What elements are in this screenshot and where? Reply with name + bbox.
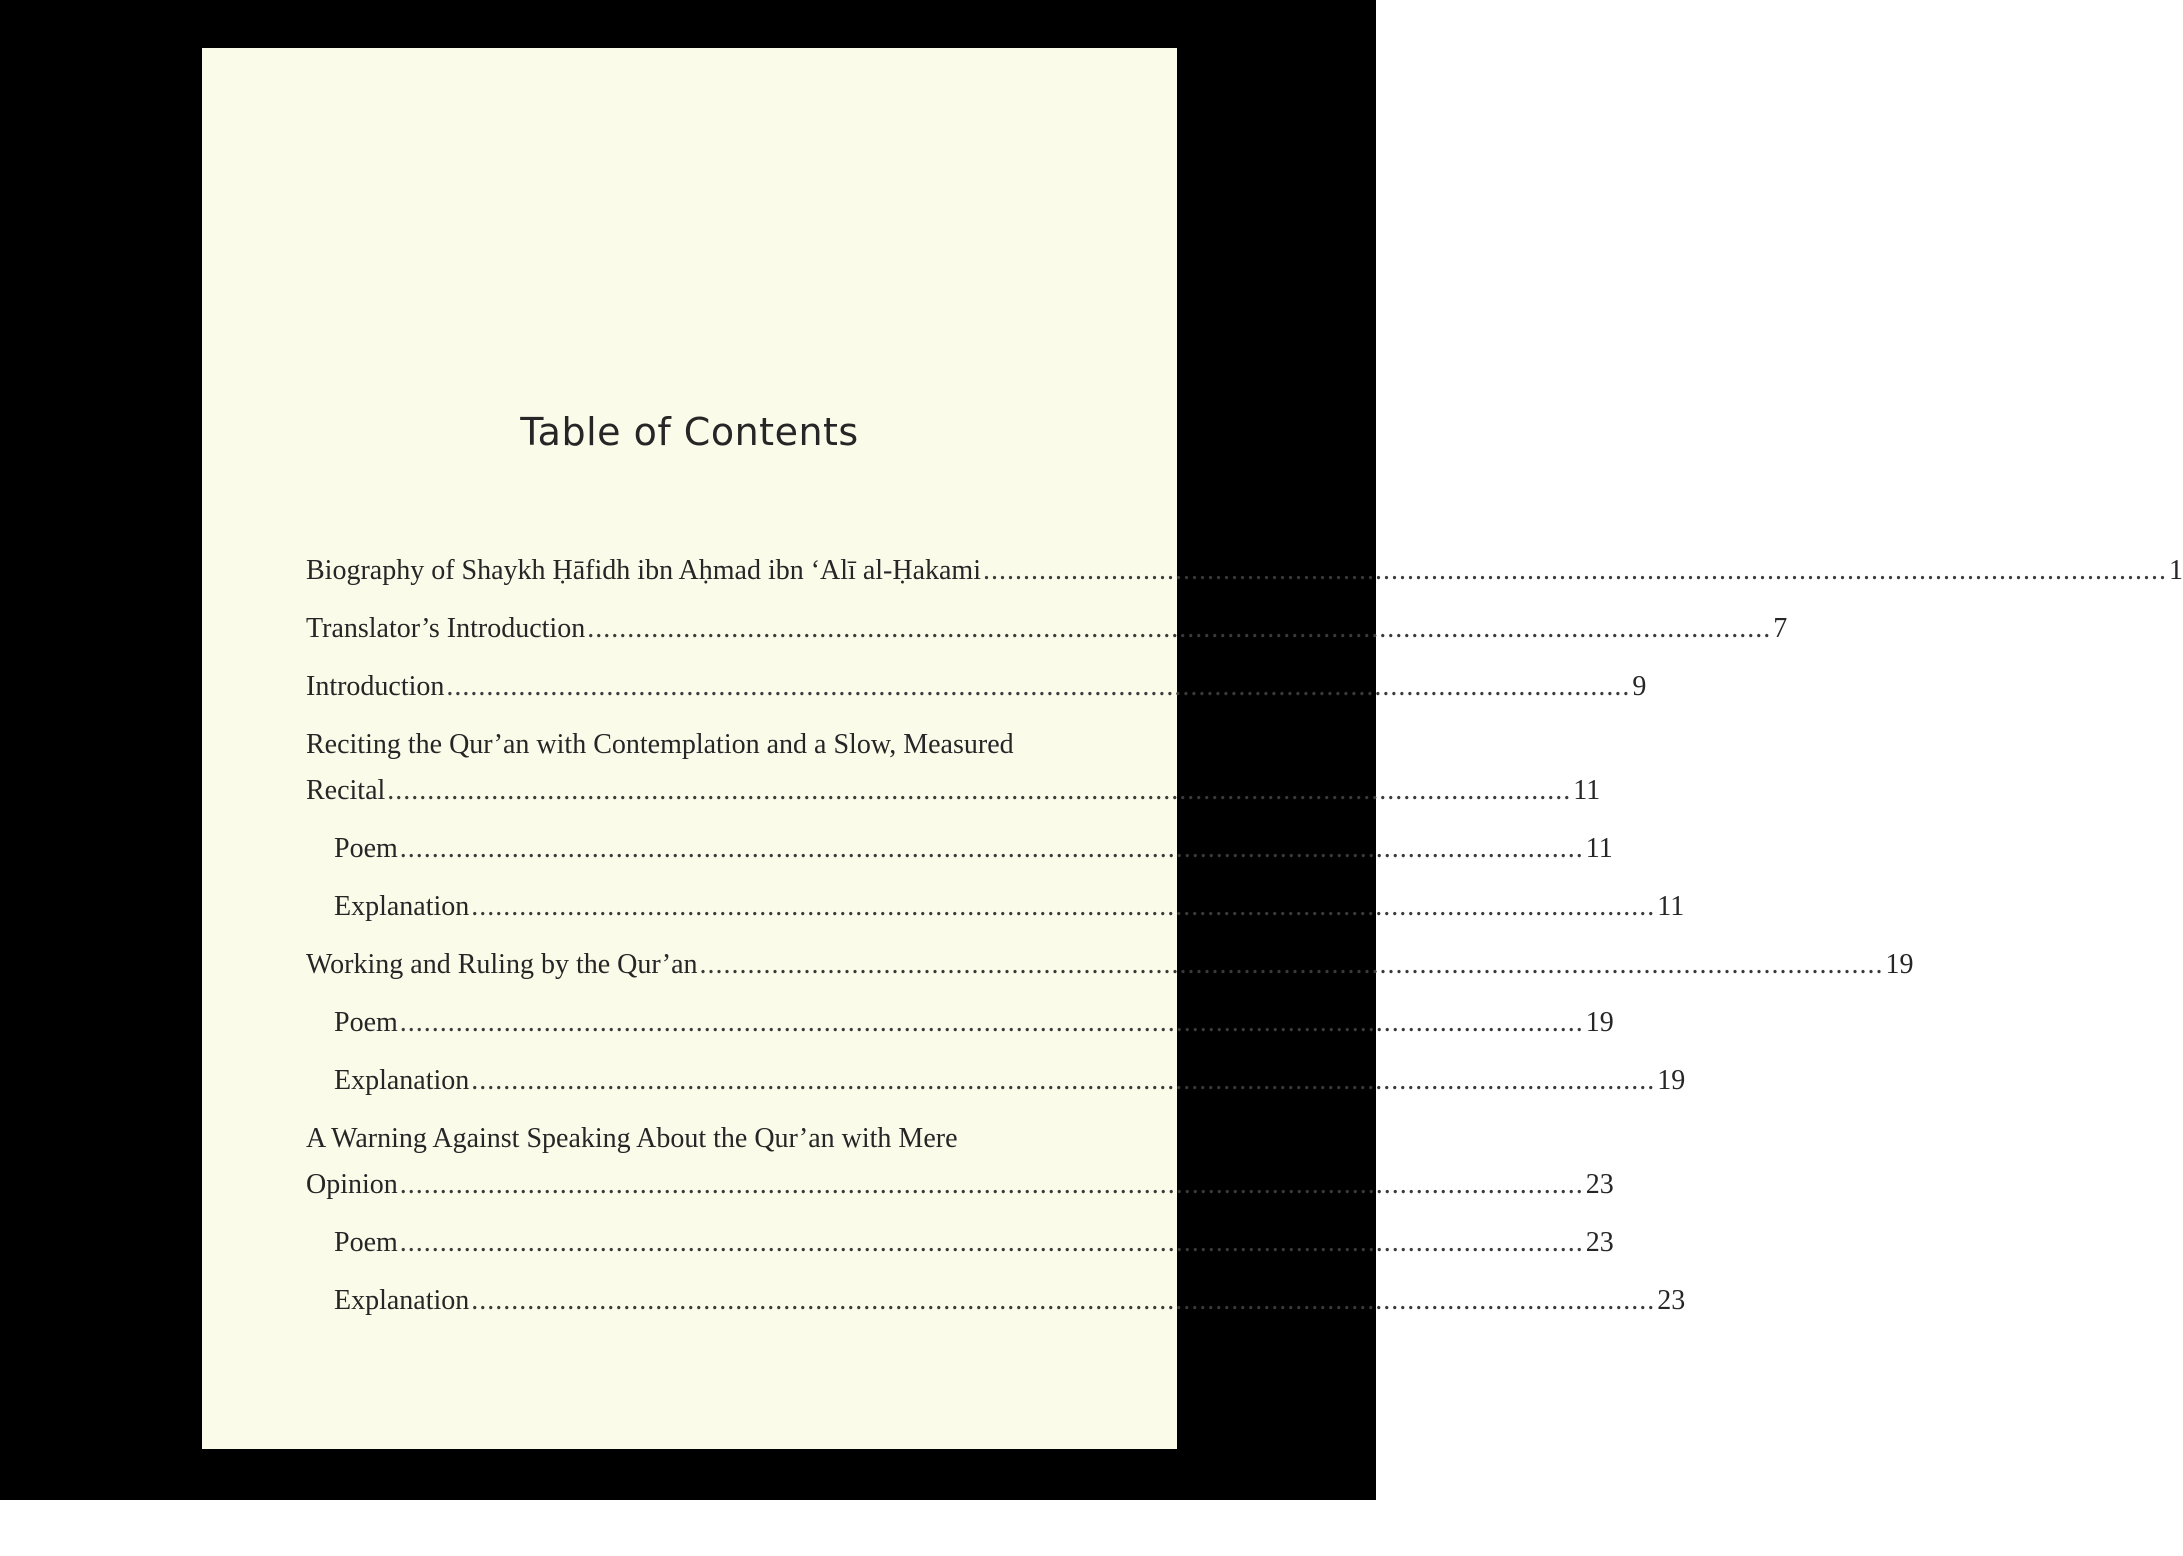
- dot-leader: ....................................................................................................................................................: [399, 1227, 1584, 1258]
- toc-page-number: 23: [1585, 1169, 1614, 1200]
- toc-entry-title-first-line: A Warning Against Speaking About the Qur’an with Mere: [306, 1123, 958, 1154]
- book-page: [202, 48, 2183, 1449]
- dot-leader: ....................................................................................................................................................: [471, 891, 1656, 922]
- toc-entry-title: Biography of Shaykh Ḥāfidh ibn Aḥmad ibn ‘Alī al-Ḥakami: [306, 555, 981, 586]
- toc-entry-title: Recital: [306, 775, 386, 806]
- toc-page-number: 1: [2169, 555, 2183, 586]
- table-of-contents: [306, 548, 2183, 1336]
- toc-entry-reciting-the-quran[interactable]: [306, 722, 1601, 826]
- toc-entry-warning-against-opinion[interactable]: [306, 1116, 1614, 1220]
- toc-entry-title: Explanation: [334, 891, 470, 922]
- toc-page-number: 23: [1657, 1285, 1686, 1316]
- toc-entry-title: Working and Ruling by the Qur’an: [306, 949, 698, 980]
- dot-leader: ....................................................................................................................................................: [471, 1285, 1656, 1316]
- toc-page-number: 19: [1585, 1007, 1614, 1038]
- dot-leader: ....................................................................................................................................................: [471, 1065, 1656, 1096]
- toc-entry-title: Explanation: [334, 1065, 470, 1096]
- toc-entry-title: Explanation: [334, 1285, 470, 1316]
- toc-page-number: 7: [1773, 613, 1788, 644]
- toc-entry-title: Poem: [334, 1227, 398, 1258]
- toc-subentry-explanation[interactable]: [306, 1278, 1686, 1336]
- dot-leader: ....................................................................................................................................................: [399, 1169, 1584, 1200]
- toc-subentry-poem[interactable]: [306, 826, 1613, 884]
- toc-entry-biography[interactable]: [306, 548, 2183, 606]
- toc-page-number: 19: [1657, 1065, 1686, 1096]
- toc-page-number: 11: [1573, 775, 1601, 806]
- toc-entry-title-first-line: Reciting the Qur’an with Contemplation and a Slow, Measured: [306, 729, 1014, 760]
- toc-subentry-poem[interactable]: [306, 1000, 1614, 1058]
- toc-entry-introduction[interactable]: [306, 664, 1647, 722]
- dot-leader: ....................................................................................................................................................: [387, 775, 1572, 806]
- toc-page-number: 19: [1885, 949, 1914, 980]
- toc-entry-title: Opinion: [306, 1169, 398, 1200]
- toc-page-number: 9: [1632, 671, 1647, 702]
- toc-subentry-explanation[interactable]: [306, 1058, 1686, 1116]
- toc-page-number: 11: [1657, 891, 1685, 922]
- dot-leader: ....................................................................................................................................................: [446, 671, 1631, 702]
- dot-leader: ....................................................................................................................................................: [399, 833, 1584, 864]
- toc-entry-working-and-ruling[interactable]: [306, 942, 1914, 1000]
- dot-leader: ....................................................................................................................................................: [587, 613, 1772, 644]
- page-title: Table of Contents: [520, 410, 859, 454]
- toc-page-number: 11: [1585, 833, 1613, 864]
- toc-page-number: 23: [1585, 1227, 1614, 1258]
- toc-entry-translators-introduction[interactable]: [306, 606, 1788, 664]
- toc-entry-title: Translator’s Introduction: [306, 613, 586, 644]
- toc-entry-title: Introduction: [306, 671, 445, 702]
- dot-leader: ....................................................................................................................................................: [399, 1007, 1584, 1038]
- dot-leader: ....................................................................................................................................................: [983, 555, 2167, 586]
- toc-entry-title: Poem: [334, 1007, 398, 1038]
- toc-entry-title: Poem: [334, 833, 398, 864]
- dot-leader: ....................................................................................................................................................: [699, 949, 1884, 980]
- toc-subentry-explanation[interactable]: [306, 884, 1685, 942]
- toc-subentry-poem[interactable]: [306, 1220, 1614, 1278]
